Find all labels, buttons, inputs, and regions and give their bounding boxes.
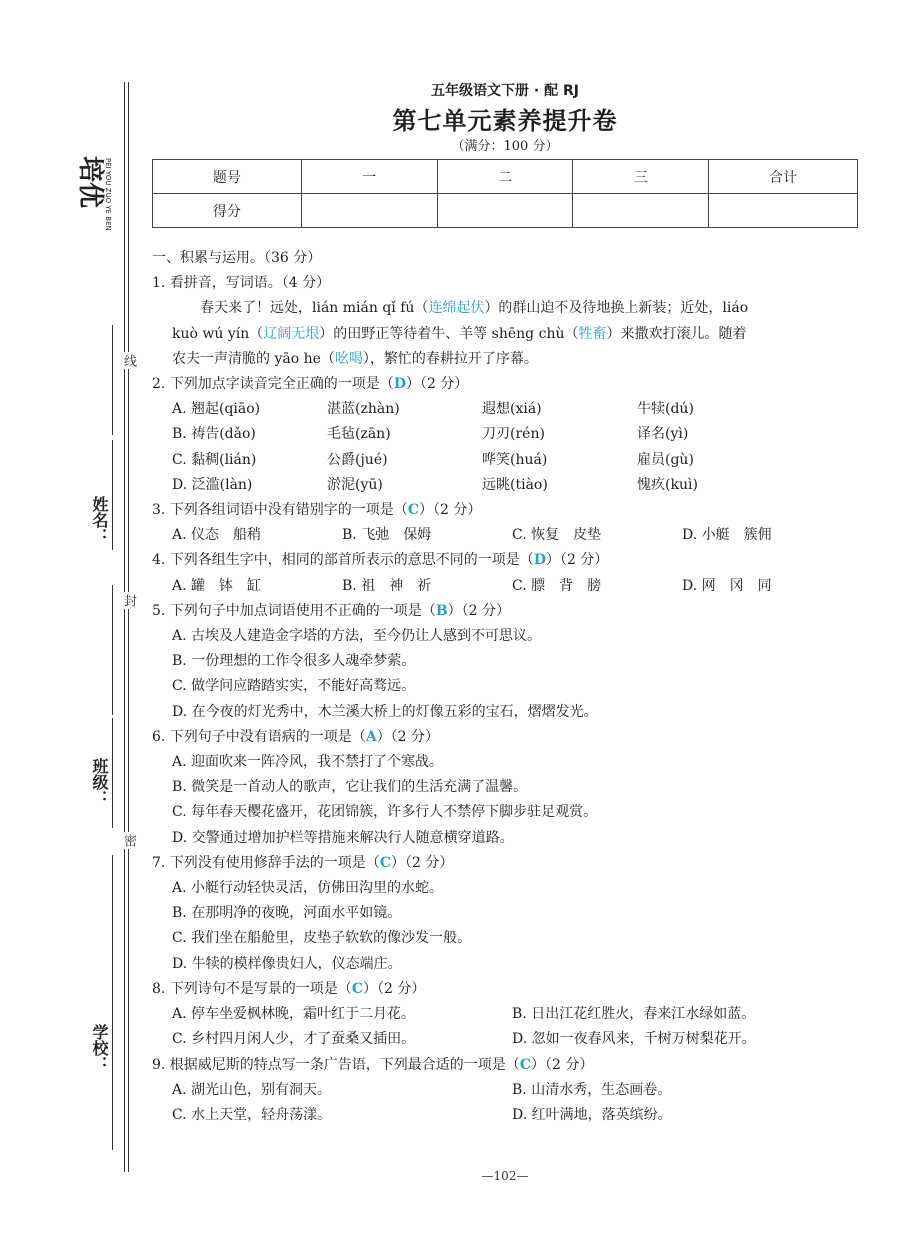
name-blank (112, 440, 113, 550)
option: A. 罐 钵 缸 (172, 577, 262, 594)
q8-answer: C (351, 980, 363, 997)
binding-rule-2 (112, 585, 113, 715)
q4-options-row (152, 574, 872, 599)
q8-options-row (152, 1027, 872, 1052)
q7-option: B. 在那明净的夜晚，河面水平如镜。 (172, 905, 402, 922)
q7-stem-text: ）（2 分） (390, 854, 454, 871)
q5-stem-text: ）（2 分） (447, 602, 511, 619)
option: 远眺(tiào) (482, 476, 548, 493)
q2-options-row (152, 397, 872, 422)
score-table (152, 159, 858, 228)
q7-stem-text: 7. 下列没有使用修辞手法的一项是（ (152, 854, 380, 871)
q7-option: C. 我们坐在船舱里，皮垫子软软的像沙发一般。 (172, 930, 472, 947)
option: 毛毡(zān) (327, 426, 391, 443)
option: 哗笑(huá) (482, 451, 548, 468)
cut-mark-seal: 封 (121, 594, 136, 607)
q5-option: D. 在今夜的灯光秀中，木兰溪大桥上的灯像五彩的宝石，熠熠发光。 (172, 703, 598, 720)
q6-stem-text: 6. 下列句子中没有语病的一项是（ (152, 728, 366, 745)
binding-rule-1 (112, 325, 113, 435)
score-cell[interactable] (573, 194, 709, 228)
q6-option: B. 微笑是一首动人的歌声，它让我们的生活充满了温馨。 (172, 779, 528, 796)
score-table-header-row (153, 160, 858, 194)
q2-options-row (152, 473, 872, 498)
option: 牛犊(dú) (637, 401, 694, 418)
class-label: 班级： (90, 758, 109, 806)
brand-logo (64, 150, 116, 270)
exam-content (152, 246, 872, 1128)
q9-answer: C (519, 1056, 531, 1073)
option: 愧疚(kuì) (637, 476, 698, 493)
q2-options-row (152, 448, 872, 473)
name-label: 姓名： (90, 496, 109, 544)
q3-answer: C (407, 502, 419, 519)
option: B. 祷告(dǎo) (172, 426, 256, 443)
q4-stem-text: 4. 下列各组生字中，相同的部首所表示的意思不同的一项是（ (152, 552, 534, 569)
q7-option: A. 小艇行动轻快灵活，仿佛田沟里的水蛇。 (172, 880, 444, 897)
option: C. 恢复 皮垫 (512, 527, 602, 544)
q1-text: 农夫一声清脆的 yāo he（ (172, 350, 335, 367)
q1-text: ）来撒欢打滚儿。随着 (606, 325, 747, 342)
option: A. 翘起(qiāo) (172, 401, 261, 418)
option: D. 忽如一夜春风来，千树万树梨花开。 (512, 1031, 756, 1048)
binding-line (128, 82, 129, 1172)
option: B. 山清水秀，生态画卷。 (512, 1081, 672, 1098)
score-header-cell: 一 (301, 160, 437, 194)
q1-line (152, 322, 872, 347)
q1-answer: 吆喝 (334, 350, 363, 367)
q1-text: ）的群山迫不及待地换上新装；近处，liáo (484, 300, 749, 317)
q4-stem (152, 548, 872, 573)
q6-option: D. 交警通过增加护栏等措施来解决行人随意横穿道路。 (172, 829, 514, 846)
option: D. 泛滥(làn) (172, 476, 253, 493)
option: C. 乡村四月闲人少，才了蚕桑又插田。 (172, 1031, 416, 1048)
q1-line (152, 347, 872, 372)
school-blank (112, 1000, 113, 1150)
q1-answer: 牲畜 (578, 325, 607, 342)
q2-stem-text: 2. 下列加点字读音完全正确的一项是（ (152, 376, 394, 393)
q2-stem-text: ）（2 分） (405, 376, 469, 393)
q3-stem-text: ）（2 分） (418, 502, 482, 519)
q1-text: kuò wú yín（ (172, 325, 264, 342)
score-cell[interactable] (301, 194, 437, 228)
score-cell[interactable] (709, 194, 858, 228)
option: B. 日出江花红胜火，春来江水绿如蓝。 (512, 1006, 756, 1023)
q4-answer: D (533, 552, 546, 569)
option: A. 停车坐爱枫林晚，霜叶红于二月花。 (172, 1006, 416, 1023)
q1-answer: 辽阔无垠 (263, 325, 320, 342)
q5-stem (152, 599, 872, 624)
q4-stem-text: ）（2 分） (545, 552, 609, 569)
q7-stem (152, 851, 872, 876)
q3-stem (152, 498, 872, 523)
option: D. 红叶满地，落英缤纷。 (512, 1106, 672, 1123)
score-row-label: 得分 (153, 194, 302, 228)
q9-stem-text: ）（2 分） (530, 1056, 594, 1073)
q8-stem-text: 8. 下列诗句不是写景的一项是（ (152, 980, 352, 997)
option: B. 祖 神 祈 (342, 577, 432, 594)
q3-options-row (152, 523, 872, 548)
q9-stem (152, 1053, 872, 1078)
q1-text: ），繁忙的春耕拉开了序幕。 (362, 350, 538, 367)
q9-stem-text: 9. 根据威尼斯的特点写一条广告语，下列最合适的一项是（ (152, 1056, 520, 1073)
q6-answer: A (365, 728, 377, 745)
option: 遐想(xiá) (482, 401, 542, 418)
cut-mark-secret: 密 (121, 834, 136, 847)
q5-answer: B (435, 602, 448, 619)
q6-option: A. 迎面吹来一阵冷风，我不禁打了个寒战。 (172, 754, 444, 771)
q1-text: ）的田野正等待着牛、羊等 shēng chù（ (319, 325, 579, 342)
q5-stem-text: 5. 下列句子中加点词语使用不正确的一项是（ (152, 602, 436, 619)
q2-options-row (152, 422, 872, 447)
q1-stem: 1. 看拼音，写词语。（4 分） (152, 275, 331, 292)
q1-text: 春天来了！远处，lián mián qǐ fú（ (200, 300, 429, 317)
option: A. 湖光山色，别有洞天。 (172, 1081, 332, 1098)
q6-stem-text: ）（2 分） (376, 728, 440, 745)
q8-stem-text: ）（2 分） (362, 980, 426, 997)
q5-option: C. 做学问应踏踏实实，不能好高骛远。 (172, 678, 416, 695)
page-number: —102— (481, 1169, 529, 1183)
option: 湛蓝(zhàn) (327, 401, 400, 418)
option: D. 网 冈 同 (682, 577, 772, 594)
q5-option: A. 古埃及人建造金字塔的方法，至今仍让人感到不可思议。 (172, 628, 542, 645)
q7-option: D. 牛犊的模样像贵妇人，仪态端庄。 (172, 955, 402, 972)
option: D. 小艇 簇佣 (682, 527, 772, 544)
q8-options-row (152, 1002, 872, 1027)
q1-line (152, 296, 872, 321)
q7-answer: C (379, 854, 391, 871)
score-table-score-row (153, 194, 858, 228)
score-header-cell: 三 (573, 160, 709, 194)
svg-text:培优: 培优 (75, 156, 105, 209)
q5-option: B. 一份理想的工作令很多人魂牵梦萦。 (172, 653, 416, 670)
binding-rule-3 (112, 855, 113, 1015)
option: A. 仪态 船稍 (172, 527, 262, 544)
svg-text:PEI YOU ZUO YE BEN: PEI YOU ZUO YE BEN (104, 158, 112, 231)
q2-answer: D (393, 376, 406, 393)
q9-options-row (152, 1078, 872, 1103)
option: C. 黏稠(lián) (172, 451, 257, 468)
option: 公爵(jué) (327, 451, 388, 468)
q2-stem (152, 372, 872, 397)
section-title: 一、积累与运用。（36 分） (152, 250, 322, 266)
option: C. 水上天堂，轻舟荡漾。 (172, 1106, 332, 1123)
option: 刀刃(rén) (482, 426, 545, 443)
binding-line-inner (124, 82, 125, 1172)
class-blank (112, 718, 113, 828)
q3-stem-text: 3. 下列各组词语中没有错别字的一项是（ (152, 502, 408, 519)
score-header-cell: 二 (437, 160, 573, 194)
q9-options-row (152, 1103, 872, 1128)
option: 淤泥(yū) (327, 476, 383, 493)
q8-stem (152, 977, 872, 1002)
full-score-note: （满分：100 分） (451, 139, 559, 154)
q6-option: C. 每年春天樱花盛开，花团锦簇，许多行人不禁停下脚步驻足观赏。 (172, 804, 598, 821)
cut-mark-line: 线 (121, 354, 136, 367)
school-label: 学校： (90, 1024, 109, 1072)
book-series-label: 五年级语文下册 · 配 RJ (431, 83, 579, 99)
option: C. 膘 背 膀 (512, 577, 602, 594)
score-cell[interactable] (437, 194, 573, 228)
option: 雇员(gù) (637, 451, 694, 468)
score-header-cell: 题号 (153, 160, 302, 194)
option: B. 飞弛 保姆 (342, 527, 432, 544)
option: 译名(yì) (637, 426, 689, 443)
score-header-cell: 合计 (709, 160, 858, 194)
q1-answer: 连绵起伏 (428, 300, 485, 317)
page-title: 第七单元素养提升卷 (392, 107, 618, 135)
q6-stem (152, 725, 872, 750)
